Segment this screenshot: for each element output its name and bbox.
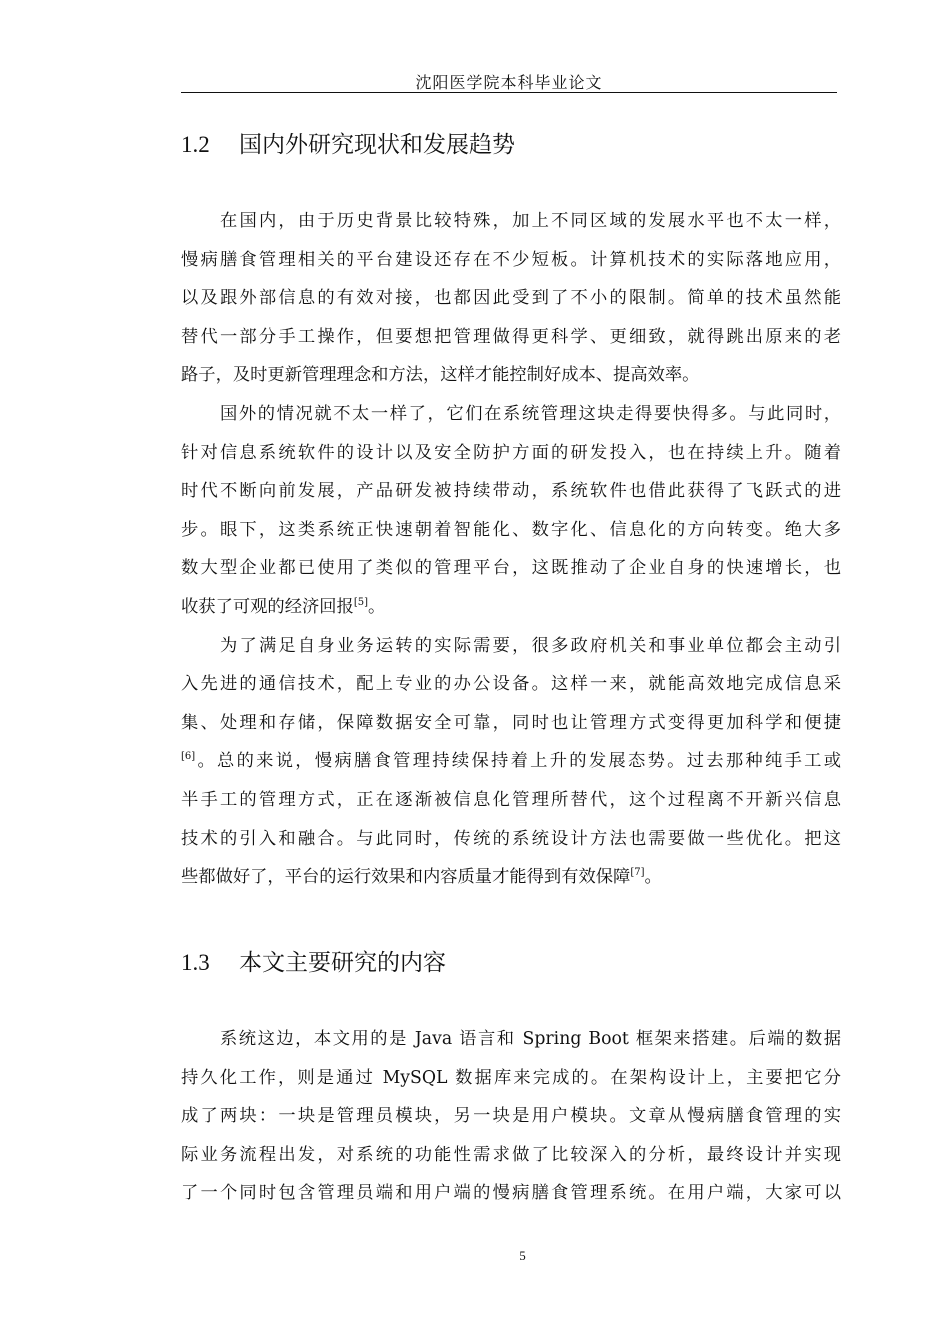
citation-6: [6]	[181, 751, 196, 763]
paragraph-line: 系统这边，本文用的是 Java 语言和 Spring Boot 框架来搭建。后端的数据	[220, 1029, 841, 1049]
paragraph-line: 在国内，由于历史背景比较特殊，加上不同区域的发展水平也不太一样，	[220, 211, 841, 231]
paragraph-line: 成了两块：一块是管理员模块，另一块是用户模块。文章从慢病膳食管理的实	[181, 1106, 841, 1127]
running-header: 沈阳医学院本科毕业论文	[415, 73, 603, 92]
citation-5: [5]	[353, 596, 368, 608]
paragraph-line: 入先进的通信技术，配上专业的办公设备。这样一来，就能高效地完成信息采	[181, 674, 841, 695]
paragraph-line	[181, 742, 841, 781]
paragraph-line: 替代一部分手工操作，但要想把管理做得更科学、更细致，就得跳出原来的老	[181, 326, 841, 347]
section-number: 1.2	[181, 132, 210, 157]
paragraph-line: 步。眼下，这类系统正快速朝着智能化、数字化、信息化的方向转变。绝大多	[181, 519, 841, 540]
line-text: 收获了可观的经济回报	[181, 596, 354, 617]
section-heading-1-3	[181, 944, 446, 977]
section-heading-1-2	[181, 126, 515, 159]
paragraph-line	[181, 588, 841, 627]
paragraph-line: 技术的引入和融合。与此同时，传统的系统设计方法也需要做一些优化。把这	[181, 828, 841, 849]
header-rule	[181, 92, 837, 93]
paragraph-line: 路子，及时更新管理理念和方法，这样才能控制好成本、提高效率。	[181, 365, 700, 386]
paragraph-line: 数大型企业都已使用了类似的管理平台，这既推动了企业自身的快速增长，也	[181, 558, 841, 579]
line-text: 些都做好了，平台的运行效果和内容质量才能得到有效保障	[181, 867, 631, 888]
paragraph-line: 为了满足自身业务运转的实际需要，很多政府机关和事业单位都会主动引	[220, 635, 841, 656]
paragraph-line	[181, 858, 841, 897]
citation-7: [7]	[630, 867, 645, 879]
section-title: 本文主要研究的内容	[239, 950, 446, 976]
paragraph-line: 慢病膳食管理相关的平台建设还存在不少短板。计算机技术的实际落地应用，	[181, 249, 841, 270]
paragraph-line: 针对信息系统软件的设计以及安全防护方面的研发投入，也在持续上升。随着	[181, 442, 841, 463]
paragraph-line: 半手工的管理方式，正在逐渐被信息化管理所替代，这个过程离不开新兴信息	[181, 789, 841, 810]
paragraph-line: 国外的情况就不太一样了，它们在系统管理这块走得要快得多。与此同时，	[220, 403, 841, 424]
paragraph-line: 际业务流程出发，对系统的功能性需求做了比较深入的分析，最终设计并实现	[181, 1144, 841, 1165]
paragraph-line: 以及跟外部信息的有效对接，也都因此受到了不小的限制。简单的技术虽然能	[181, 288, 841, 309]
paragraph-line: 时代不断向前发展，产品研发被持续带动，系统软件也借此获得了飞跃式的进	[181, 481, 841, 502]
section-1-2-body	[181, 202, 841, 897]
paragraph-line: 持久化工作，则是通过 MySQL 数据库来完成的。在架构设计上，主要把它分	[181, 1067, 841, 1088]
section-1-3-body	[181, 1020, 841, 1213]
line-text: 。	[644, 867, 662, 888]
line-text: 。	[368, 596, 386, 617]
paragraph-line: 了一个同时包含管理员端和用户端的慢病膳食管理系统。在用户端，大家可以	[181, 1183, 841, 1204]
section-title: 国内外研究现状和发展趋势	[239, 132, 515, 158]
paragraph-line: 集、处理和存储，保障数据安全可靠，同时也让管理方式变得更加科学和便捷	[181, 712, 841, 733]
page-number: 5	[519, 1248, 526, 1263]
line-text: 。总的来说，慢病膳食管理持续保持着上升的发展态势。过去那种纯手工或	[195, 751, 841, 772]
section-number: 1.3	[181, 950, 210, 975]
